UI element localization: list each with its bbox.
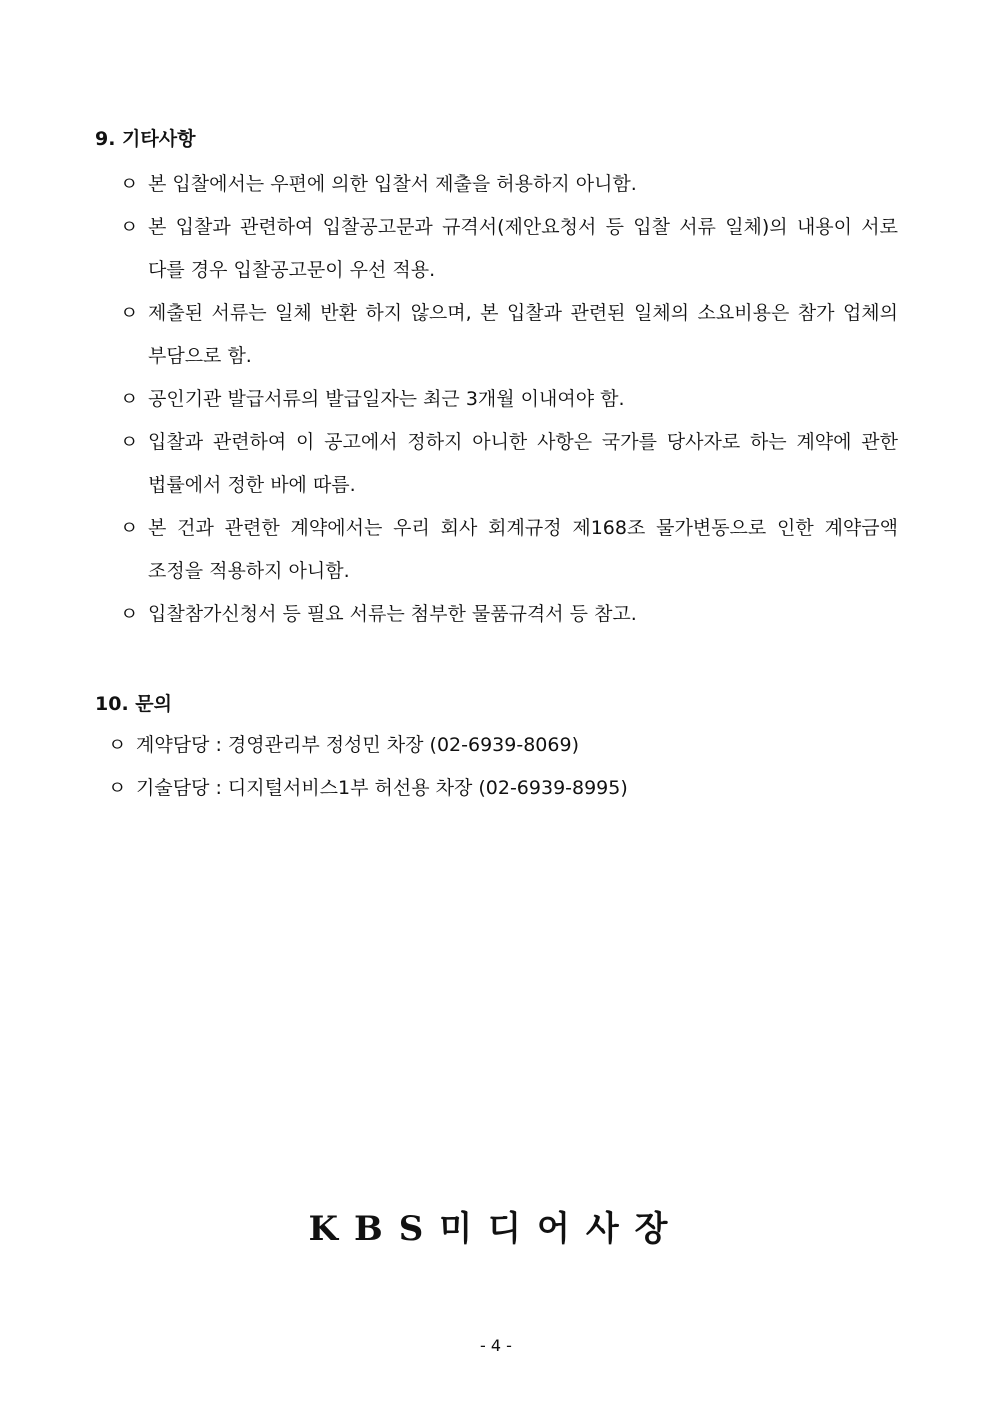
- contact-contract-manager: [108, 724, 579, 767]
- item-text: 본 건과 관련한 계약에서는 우리 회사 회계규정 제168조 물가변동으로 인한 계약금액 조정을 적용하지 아니함.: [148, 517, 898, 582]
- bullet-marker: ㅇ: [120, 216, 139, 238]
- section-9-item-5: [120, 421, 898, 507]
- section-10-heading: 10. 문의: [95, 693, 172, 715]
- bullet-marker: ㅇ: [120, 302, 139, 324]
- contact-technical-manager: [108, 767, 628, 810]
- section-9-item-4: [120, 378, 898, 421]
- bullet-marker: ㅇ: [108, 777, 127, 799]
- item-text: 입찰과 관련하여 이 공고에서 정하지 아니한 사항은 국가를 당사자로 하는 계약에 관한 법률에서 정한 바에 따름.: [148, 431, 898, 496]
- section-9-heading: 9. 기타사항: [95, 128, 196, 150]
- section-9-item-7: [120, 593, 898, 636]
- item-text: 입찰참가신청서 등 필요 서류는 첨부한 물품규격서 등 참고.: [148, 603, 637, 625]
- contact-text: 계약담당 : 경영관리부 정성민 차장 (02-6939-8069): [136, 734, 579, 756]
- bullet-marker: ㅇ: [120, 603, 139, 625]
- contact-text: 기술담당 : 디지털서비스1부 허선용 차장 (02-6939-8995): [136, 777, 628, 799]
- item-text: 본 입찰과 관련하여 입찰공고문과 규격서(제안요청서 등 입찰 서류 일체)의 내용이 서로 다를 경우 입찰공고문이 우선 적용.: [148, 216, 898, 281]
- section-9-item-3: [120, 292, 898, 378]
- page-number: - 4 -: [480, 1336, 512, 1355]
- bullet-marker: ㅇ: [120, 431, 139, 453]
- bullet-marker: ㅇ: [120, 173, 139, 195]
- section-9-item-6: [120, 507, 898, 593]
- bullet-marker: ㅇ: [120, 517, 139, 539]
- item-text: 제출된 서류는 일체 반환 하지 않으며, 본 입찰과 관련된 일체의 소요비용은 참가 업체의 부담으로 함.: [148, 302, 898, 367]
- section-9-item-1: [120, 163, 898, 206]
- issuer-signature: KBS미디어사장: [308, 1209, 684, 1249]
- item-text: 본 입찰에서는 우편에 의한 입찰서 제출을 허용하지 아니함.: [148, 173, 637, 195]
- section-9-item-2: [120, 206, 898, 292]
- item-text: 공인기관 발급서류의 발급일자는 최근 3개월 이내여야 함.: [148, 388, 625, 410]
- bullet-marker: ㅇ: [108, 734, 127, 756]
- bullet-marker: ㅇ: [120, 388, 139, 410]
